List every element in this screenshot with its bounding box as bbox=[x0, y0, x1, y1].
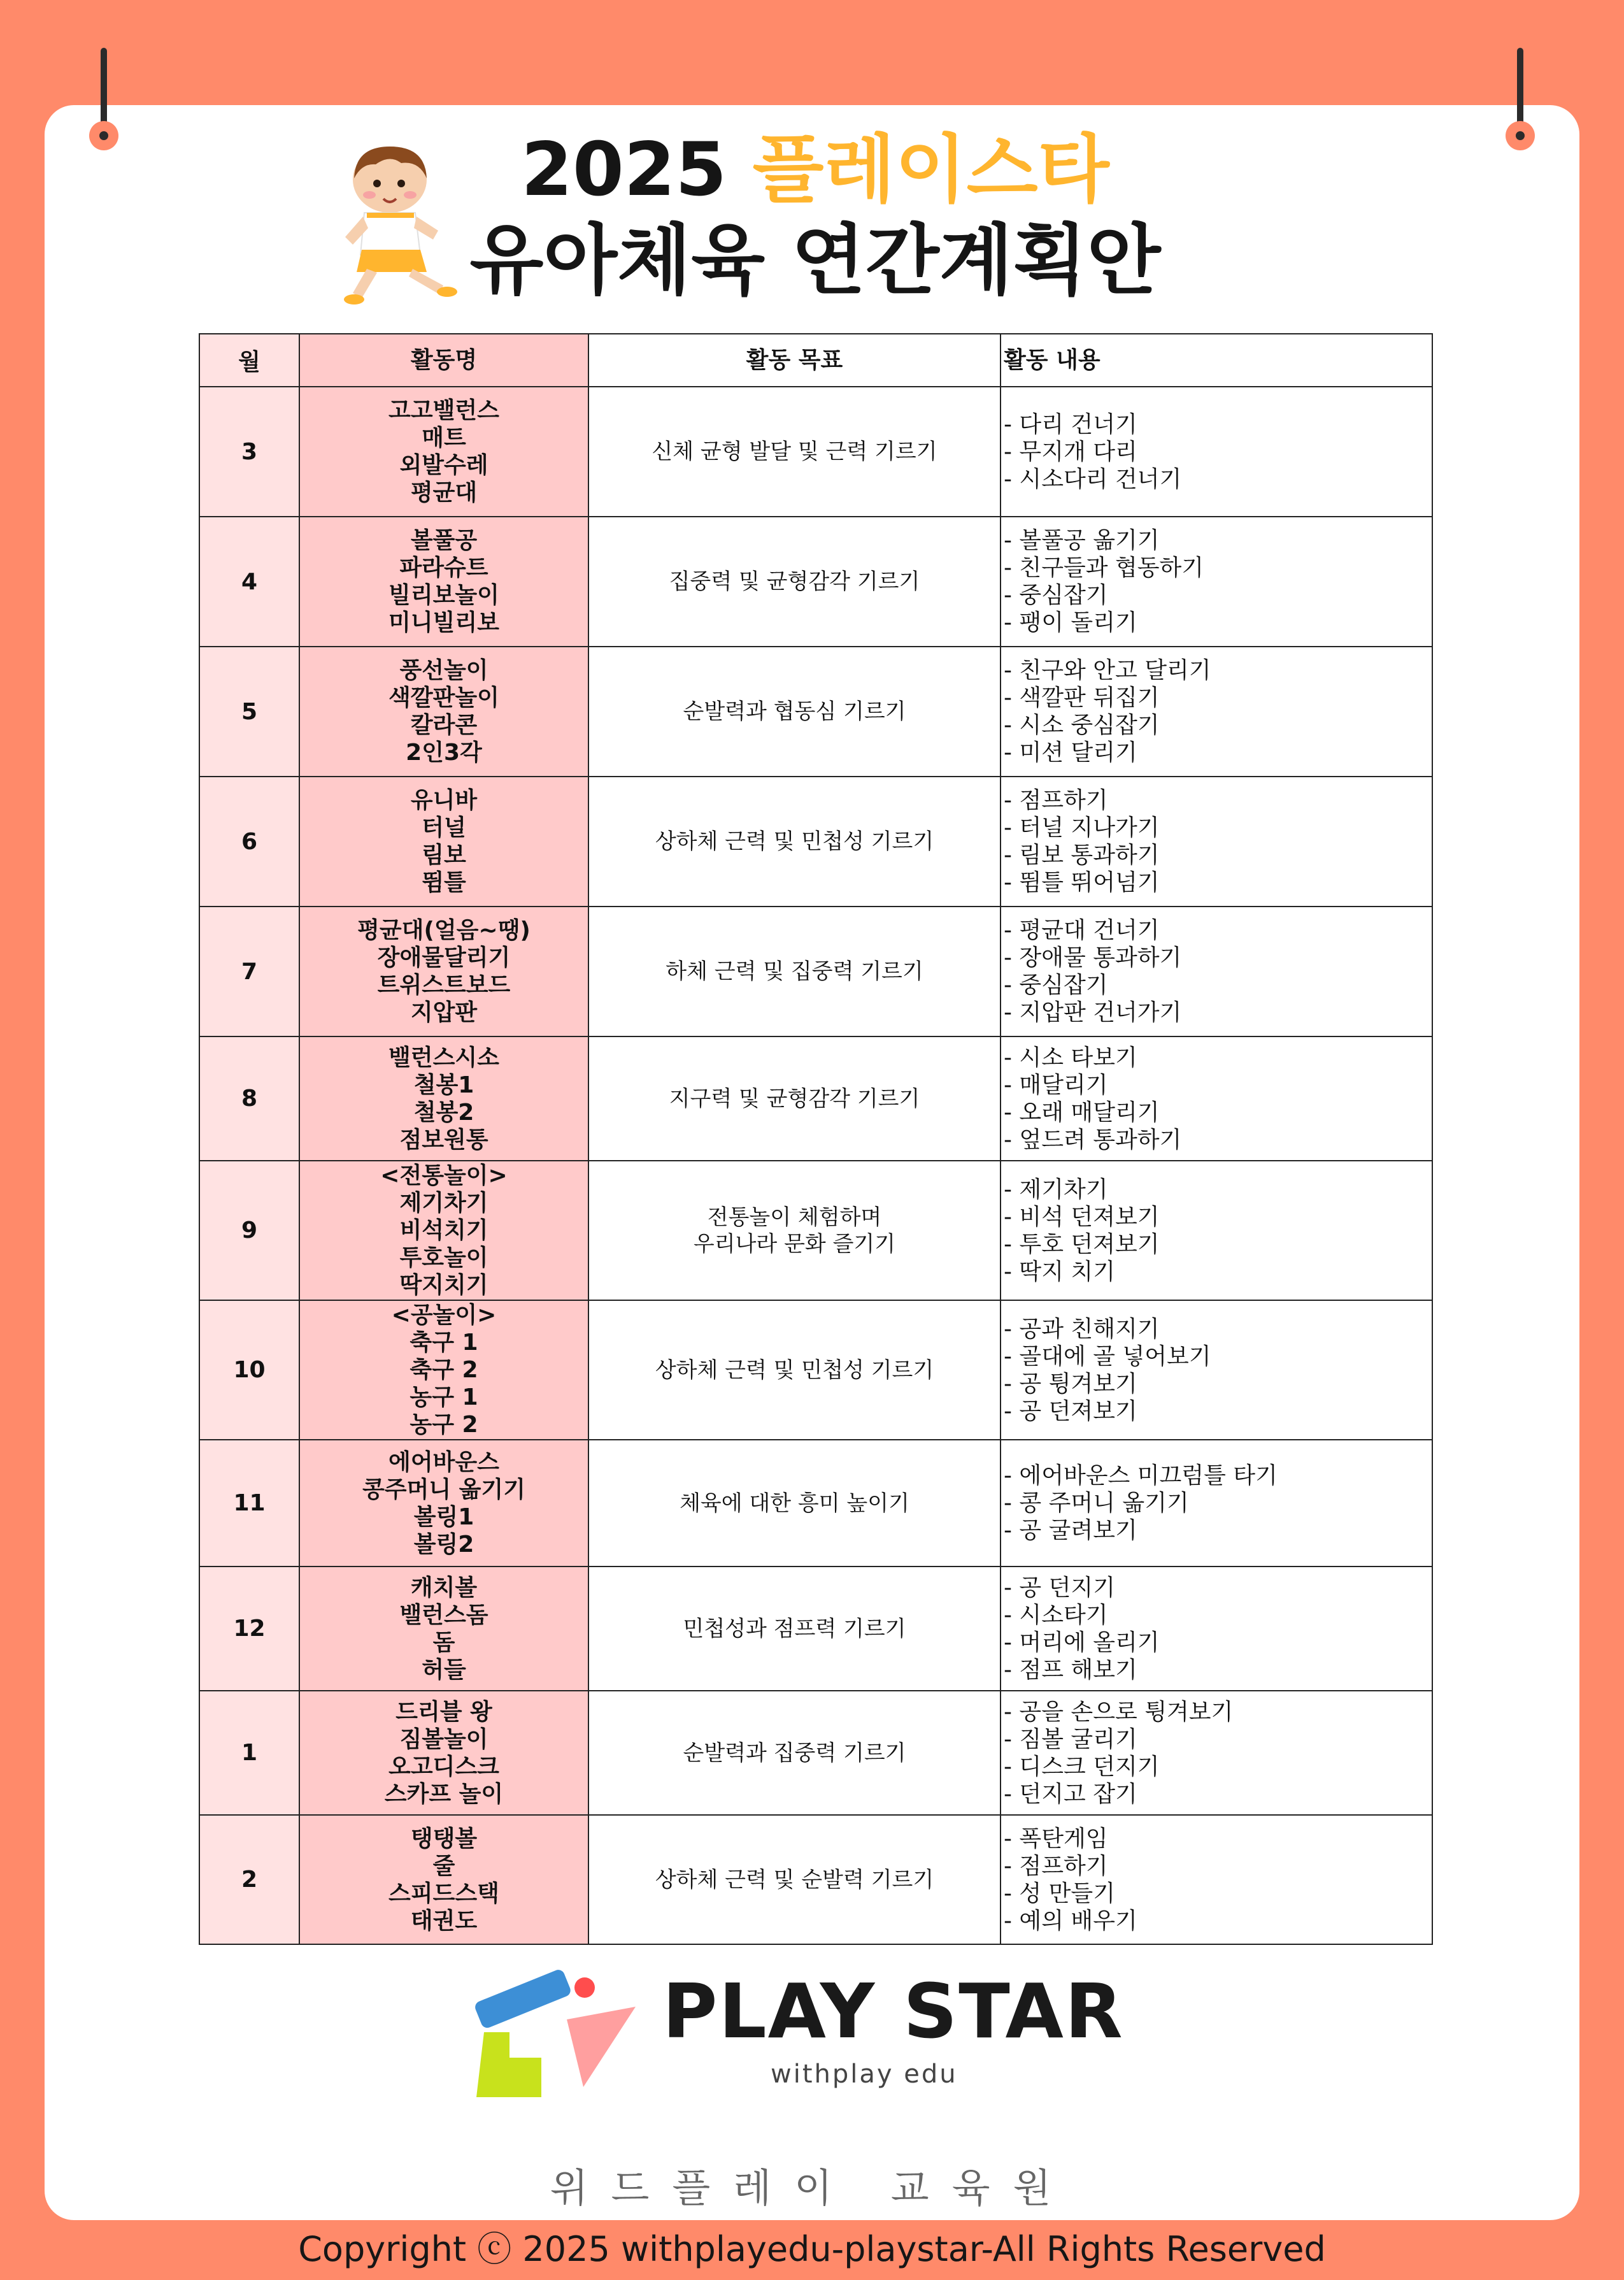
brand-subtitle: withplay edu bbox=[771, 2060, 958, 2089]
activity-name: 칼라콘 bbox=[410, 712, 478, 738]
activity-name-cell bbox=[299, 1036, 588, 1161]
activity-name-cell bbox=[299, 777, 588, 907]
activity-name-cell bbox=[299, 517, 588, 647]
activity-goal-cell bbox=[588, 777, 1001, 907]
activity-goal-cell bbox=[588, 1691, 1001, 1815]
activity-goal: 순발력과 협동심 기르기 bbox=[683, 699, 906, 724]
table-row bbox=[199, 387, 1432, 517]
activity-content-item: - 시소 타보기 bbox=[1004, 1044, 1137, 1071]
activity-name: <공놀이> bbox=[391, 1302, 497, 1328]
activity-name-cell bbox=[299, 647, 588, 777]
activity-content-item: - 디스크 던지기 bbox=[1004, 1753, 1160, 1780]
activity-content-item: - 친구와 안고 달리기 bbox=[1004, 657, 1211, 684]
page-title-line1 bbox=[408, 129, 1223, 212]
page-title-line2: 유아체육 연간계획안 bbox=[469, 217, 1161, 305]
activity-goal-cell bbox=[588, 517, 1001, 647]
activity-name: 색깔판놀이 bbox=[388, 685, 499, 711]
activity-name: 빌리보놀이 bbox=[388, 582, 499, 608]
activity-name: 볼풀공 bbox=[410, 527, 478, 554]
activity-goal-cell bbox=[588, 1815, 1001, 1944]
activity-goal: 상하체 근력 및 민첩성 기르기 bbox=[655, 1357, 934, 1383]
activity-content-item: - 색깔판 뒤집기 bbox=[1004, 685, 1160, 711]
activity-content-item: - 골대에 골 넣어보기 bbox=[1004, 1343, 1211, 1370]
activity-content-cell bbox=[1001, 1300, 1432, 1440]
header-activity-name: 활동명 bbox=[299, 334, 588, 387]
activity-name: 딱지치기 bbox=[399, 1272, 488, 1298]
month-cell: 10 bbox=[199, 1300, 299, 1440]
activity-content-item: - 미션 달리기 bbox=[1004, 740, 1137, 766]
header-activity-content: 활동 내용 bbox=[1001, 334, 1432, 387]
activity-content-cell bbox=[1001, 1440, 1432, 1567]
table-header-row bbox=[199, 334, 1432, 387]
activity-goal: 신체 균형 발달 및 근력 기르기 bbox=[652, 439, 937, 464]
activity-content-item: - 볼풀공 옮기기 bbox=[1004, 527, 1160, 554]
activity-name: 장애물달리기 bbox=[377, 945, 511, 971]
activity-content-cell bbox=[1001, 1691, 1432, 1815]
activity-goal: 순발력과 집중력 기르기 bbox=[683, 1740, 906, 1766]
activity-content-item: - 매달리기 bbox=[1004, 1072, 1108, 1098]
activity-goal-cell bbox=[588, 1161, 1001, 1300]
activity-name: 고고밸런스 bbox=[388, 398, 499, 424]
activity-content-item: - 공 튕겨보기 bbox=[1004, 1370, 1137, 1397]
table-row bbox=[199, 907, 1432, 1036]
activity-name: 줄 bbox=[432, 1853, 455, 1879]
activity-name: 돔 bbox=[432, 1629, 455, 1656]
activity-name: 외발수레 bbox=[399, 452, 488, 478]
activity-goal-cell bbox=[588, 1567, 1001, 1691]
month-cell: 1 bbox=[199, 1691, 299, 1815]
activity-name: 오고디스크 bbox=[388, 1753, 499, 1780]
activity-goal-cell bbox=[588, 1036, 1001, 1161]
activity-content-item: - 시소 중심잡기 bbox=[1004, 712, 1160, 738]
activity-content-cell bbox=[1001, 1815, 1432, 1944]
activity-name-cell bbox=[299, 1161, 588, 1300]
activity-goal-cell bbox=[588, 907, 1001, 1036]
activity-name: 철봉2 bbox=[413, 1099, 474, 1126]
month-cell: 6 bbox=[199, 777, 299, 907]
activity-content-item: - 뜀틀 뛰어넘기 bbox=[1004, 870, 1160, 896]
activity-name: 볼링1 bbox=[413, 1503, 474, 1530]
activity-name-cell bbox=[299, 1691, 588, 1815]
activity-content-item: - 성 만들기 bbox=[1004, 1880, 1115, 1907]
month-cell: 2 bbox=[199, 1815, 299, 1944]
activity-goal: 우리나라 문화 즐기기 bbox=[693, 1231, 896, 1257]
table-row bbox=[199, 1161, 1432, 1300]
activity-content-item: - 친구들과 협동하기 bbox=[1004, 555, 1204, 581]
activity-name: 탱탱볼 bbox=[410, 1825, 478, 1852]
activity-goal: 상하체 근력 및 순발력 기르기 bbox=[655, 1867, 934, 1893]
table-row bbox=[199, 777, 1432, 907]
activity-name: 터널 bbox=[422, 815, 466, 841]
table-row bbox=[199, 1691, 1432, 1815]
activity-content-item: - 제기차기 bbox=[1004, 1176, 1108, 1203]
activity-content-cell bbox=[1001, 1567, 1432, 1691]
activity-name: 지압판 bbox=[410, 1000, 478, 1026]
activity-content-item: - 중심잡기 bbox=[1004, 972, 1108, 998]
activity-content-item: - 터널 지나가기 bbox=[1004, 815, 1160, 841]
activity-content-item: - 오래 매달리기 bbox=[1004, 1099, 1160, 1126]
activity-name: 트위스트보드 bbox=[377, 972, 511, 998]
activity-content-item: - 지압판 건너가기 bbox=[1004, 1000, 1182, 1026]
activity-content-cell bbox=[1001, 1161, 1432, 1300]
activity-content-item: - 투호 던져보기 bbox=[1004, 1231, 1160, 1258]
activity-content-item: - 시소다리 건너기 bbox=[1004, 466, 1182, 492]
activity-name: 풍선놀이 bbox=[399, 657, 488, 684]
activity-name: 밸런스돔 bbox=[399, 1602, 488, 1628]
activity-name: 농구 2 bbox=[410, 1412, 478, 1438]
activity-name: <전통놀이> bbox=[380, 1163, 508, 1189]
activity-name: 철봉1 bbox=[413, 1072, 474, 1098]
activity-name: 콩주머니 옮기기 bbox=[362, 1476, 525, 1503]
activity-content-item: - 무지개 다리 bbox=[1004, 438, 1137, 465]
activity-name: 투호놀이 bbox=[399, 1245, 488, 1271]
month-cell: 5 bbox=[199, 647, 299, 777]
title-year: 2025 bbox=[521, 127, 727, 213]
activity-name: 매트 bbox=[422, 425, 466, 451]
activity-name-cell bbox=[299, 1440, 588, 1567]
activity-content-cell bbox=[1001, 517, 1432, 647]
activity-name: 제기차기 bbox=[399, 1190, 488, 1216]
header-month: 월 bbox=[199, 334, 299, 387]
month-cell: 12 bbox=[199, 1567, 299, 1691]
title-brand: 플레이스타 bbox=[752, 127, 1109, 213]
activity-content-item: - 딱지 치기 bbox=[1004, 1258, 1115, 1285]
hanger-hook-left bbox=[84, 48, 122, 156]
activity-name-cell bbox=[299, 1815, 588, 1944]
activity-content-item: - 장애물 통과하기 bbox=[1004, 945, 1182, 971]
table-row bbox=[199, 517, 1432, 647]
activity-name: 에어바운스 bbox=[388, 1449, 499, 1475]
activity-name: 평균대 bbox=[410, 480, 478, 506]
activity-content-cell bbox=[1001, 1036, 1432, 1161]
activity-name: 뜀틀 bbox=[422, 870, 466, 896]
activity-name: 축구 1 bbox=[410, 1330, 478, 1356]
hanger-hook-right bbox=[1500, 48, 1539, 156]
month-cell: 3 bbox=[199, 387, 299, 517]
activity-content-item: - 공을 손으로 튕겨보기 bbox=[1004, 1698, 1234, 1725]
activity-name: 파라슈트 bbox=[399, 555, 488, 581]
activity-name: 유니바 bbox=[410, 787, 478, 814]
activity-goal-cell bbox=[588, 1440, 1001, 1567]
activity-content-item: - 공 던져보기 bbox=[1004, 1398, 1137, 1424]
month-cell: 11 bbox=[199, 1440, 299, 1567]
activity-name: 캐치볼 bbox=[410, 1574, 478, 1601]
activity-name: 스피드스택 bbox=[388, 1880, 499, 1907]
activity-content-item: - 비석 던져보기 bbox=[1004, 1203, 1160, 1230]
activity-content-item: - 던지고 잡기 bbox=[1004, 1781, 1137, 1807]
table-row bbox=[199, 647, 1432, 777]
activity-content-item: - 팽이 돌리기 bbox=[1004, 610, 1137, 636]
activity-goal: 집중력 및 균형감각 기르기 bbox=[669, 569, 920, 594]
activity-content-item: - 콩 주머니 옮기기 bbox=[1004, 1490, 1189, 1516]
table-body bbox=[199, 387, 1432, 1944]
activity-content-item: - 예의 배우기 bbox=[1004, 1907, 1137, 1934]
activity-content-item: - 폭탄게임 bbox=[1004, 1825, 1108, 1852]
activity-content-item: - 에어바운스 미끄럼틀 타기 bbox=[1004, 1463, 1278, 1489]
activity-name: 농구 1 bbox=[410, 1384, 478, 1410]
activity-content-item: - 머리에 올리기 bbox=[1004, 1629, 1160, 1656]
table-row bbox=[199, 1815, 1432, 1944]
activity-content-item: - 공 던지기 bbox=[1004, 1574, 1115, 1601]
activity-name: 미니빌리보 bbox=[388, 610, 499, 636]
table-row bbox=[199, 1567, 1432, 1691]
activity-content-item: - 시소타기 bbox=[1004, 1602, 1108, 1628]
activity-goal-cell bbox=[588, 387, 1001, 517]
activity-goal: 민첩성과 점프력 기르기 bbox=[683, 1616, 906, 1642]
activity-content-item: - 점프하기 bbox=[1004, 787, 1108, 814]
table-row bbox=[199, 1440, 1432, 1567]
activity-name: 스카프 놀이 bbox=[384, 1781, 504, 1807]
activity-content-cell bbox=[1001, 777, 1432, 907]
header-activity-goal: 활동 목표 bbox=[588, 334, 1001, 387]
activity-goal: 체육에 대한 흥미 높이기 bbox=[680, 1490, 909, 1516]
activity-name: 태권도 bbox=[410, 1907, 478, 1934]
activity-name: 드리블 왕 bbox=[395, 1698, 492, 1725]
activity-goal-cell bbox=[588, 1300, 1001, 1440]
activity-content-cell bbox=[1001, 907, 1432, 1036]
activity-name: 비석치기 bbox=[399, 1217, 488, 1244]
activity-name-cell bbox=[299, 1567, 588, 1691]
activity-content-item: - 공과 친해지기 bbox=[1004, 1316, 1160, 1342]
activity-content-cell bbox=[1001, 647, 1432, 777]
annual-plan-table bbox=[199, 333, 1433, 1945]
activity-content-item: - 점프 해보기 bbox=[1004, 1656, 1137, 1683]
academy-name: 위드플레이 교육원 bbox=[550, 2165, 1074, 2211]
activity-content-item: - 평균대 건너기 bbox=[1004, 917, 1160, 943]
activity-name: 점보원통 bbox=[399, 1126, 488, 1153]
activity-name: 림보 bbox=[422, 842, 466, 868]
activity-content-item: - 짐볼 굴리기 bbox=[1004, 1726, 1137, 1753]
activity-goal: 전통놀이 체험하며 bbox=[707, 1204, 882, 1230]
activity-content-item: - 다리 건너기 bbox=[1004, 411, 1137, 438]
activity-goal: 지구력 및 균형감각 기르기 bbox=[669, 1086, 920, 1112]
copyright-text: Copyright ⓒ 2025 withplayedu-playstar-All Rights Reserved bbox=[298, 2229, 1326, 2269]
activity-name: 축구 2 bbox=[410, 1357, 478, 1383]
activity-name: 2인3각 bbox=[406, 740, 482, 766]
activity-content-item: - 엎드려 통과하기 bbox=[1004, 1126, 1182, 1153]
activity-name: 볼링2 bbox=[413, 1531, 474, 1558]
activity-name: 평균대(얼음~땡) bbox=[357, 917, 531, 943]
month-cell: 4 bbox=[199, 517, 299, 647]
month-cell: 7 bbox=[199, 907, 299, 1036]
brand-name: PLAY STAR bbox=[662, 1967, 1124, 2055]
activity-name-cell bbox=[299, 1300, 588, 1440]
activity-name-cell bbox=[299, 387, 588, 517]
activity-name-cell bbox=[299, 907, 588, 1036]
month-cell: 9 bbox=[199, 1161, 299, 1300]
table-row bbox=[199, 1036, 1432, 1161]
activity-name: 밸런스시소 bbox=[388, 1044, 499, 1071]
activity-content-item: - 점프하기 bbox=[1004, 1853, 1108, 1879]
activity-goal: 상하체 근력 및 민첩성 기르기 bbox=[655, 829, 934, 854]
month-cell: 8 bbox=[199, 1036, 299, 1161]
activity-goal-cell bbox=[588, 647, 1001, 777]
playstar-logo-icon bbox=[471, 1962, 637, 2109]
activity-content-cell bbox=[1001, 387, 1432, 517]
activity-content-item: - 공 굴려보기 bbox=[1004, 1517, 1137, 1544]
activity-content-item: - 림보 통과하기 bbox=[1004, 842, 1160, 868]
activity-content-item: - 중심잡기 bbox=[1004, 582, 1108, 608]
table-row bbox=[199, 1300, 1432, 1440]
activity-name: 허들 bbox=[422, 1656, 466, 1683]
activity-name: 짐볼놀이 bbox=[399, 1726, 488, 1753]
activity-goal: 하체 근력 및 집중력 기르기 bbox=[666, 959, 923, 984]
